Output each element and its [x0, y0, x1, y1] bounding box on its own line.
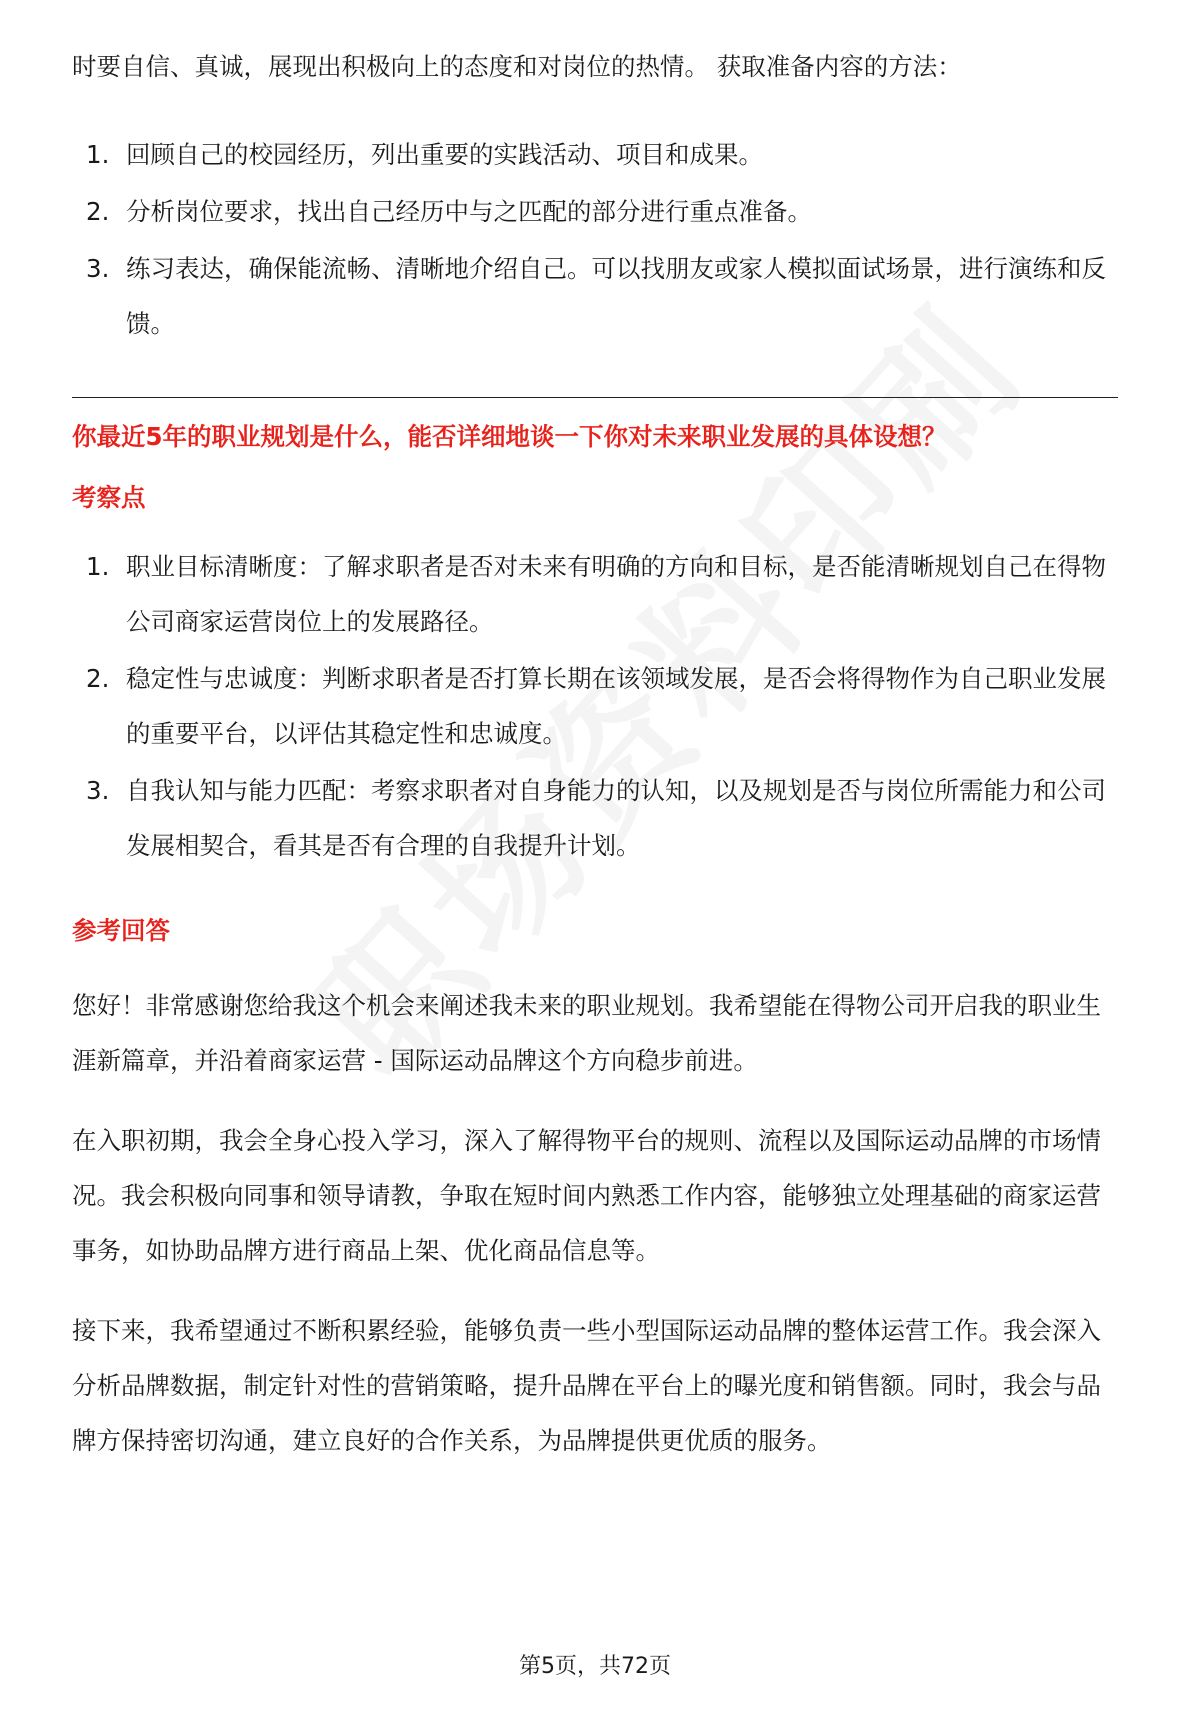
list-item	[72, 127, 1118, 182]
answer-paragraph: 您好！非常感谢您给我这个机会来阐述我未来的职业规划。我希望能在得物公司开启我的职业生涯新篇章，并沿着商家运营 - 国际运动品牌这个方向稳步前进。	[72, 991, 1101, 1075]
list-number: 2.	[86, 664, 110, 693]
methods-list	[72, 127, 1118, 351]
section-divider	[72, 397, 1118, 398]
points-list	[72, 539, 1118, 873]
points-label: 考察点	[72, 483, 146, 512]
list-item-text: 自我认知与能力匹配：考察求职者对自身能力的认知，以及规划是否与岗位所需能力和公司发展相契合，看其是否有合理的自我提升计划。	[126, 776, 1106, 860]
list-number: 3.	[86, 254, 110, 283]
list-item	[72, 651, 1118, 761]
intro-paragraph: 时要自信、真诚，展现出积极向上的态度和对岗位的热情。 获取准备内容的方法：	[72, 52, 962, 81]
list-item	[72, 763, 1118, 873]
list-item-text: 练习表达，确保能流畅、清晰地介绍自己。可以找朋友或家人模拟面试场景，进行演练和反馈。	[126, 254, 1106, 338]
document-page	[72, 39, 1118, 1468]
question-heading: 你最近5年的职业规划是什么，能否详细地谈一下你对未来职业发展的具体设想？	[72, 422, 947, 451]
list-number: 1.	[86, 140, 110, 169]
answer-label: 参考回答	[72, 916, 170, 945]
list-item-text: 职业目标清晰度：了解求职者是否对未来有明确的方向和目标，是否能清晰规划自己在得物公司商家运营岗位上的发展路径。	[126, 552, 1106, 636]
list-item	[72, 539, 1118, 649]
page-footer: 第5页，共72页	[519, 1654, 671, 1679]
list-item	[72, 184, 1118, 239]
list-number: 3.	[86, 776, 110, 805]
list-item-text: 分析岗位要求，找出自己经历中与之匹配的部分进行重点准备。	[126, 197, 812, 226]
list-item	[72, 241, 1118, 351]
list-item-text: 稳定性与忠诚度：判断求职者是否打算长期在该领域发展，是否会将得物作为自己职业发展的重要平台，以评估其稳定性和忠诚度。	[126, 664, 1106, 748]
answer-paragraph: 接下来，我希望通过不断积累经验，能够负责一些小型国际运动品牌的整体运营工作。我会深入分析品牌数据，制定针对性的营销策略，提升品牌在平台上的曝光度和销售额。同时，我会与品牌方保持密切沟通，建立良好的合作关系，为品牌提供更优质的服务。	[72, 1316, 1101, 1455]
list-number: 2.	[86, 197, 110, 226]
list-item-text: 回顾自己的校园经历，列出重要的实践活动、项目和成果。	[126, 140, 763, 169]
answer-paragraph: 在入职初期，我会全身心投入学习，深入了解得物平台的规则、流程以及国际运动品牌的市场情况。我会积极向同事和领导请教，争取在短时间内熟悉工作内容，能够独立处理基础的商家运营事务，如协助品牌方进行商品上架、优化商品信息等。	[72, 1126, 1101, 1265]
list-number: 1.	[86, 552, 110, 581]
